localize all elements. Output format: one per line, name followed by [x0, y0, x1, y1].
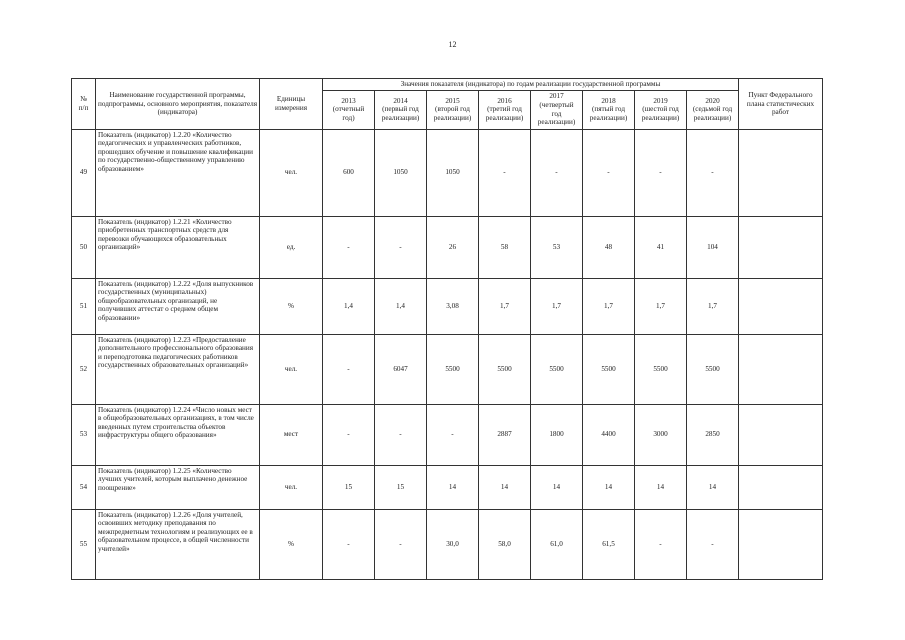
value-cell: -: [687, 129, 739, 216]
value-cell: 14: [479, 465, 531, 509]
value-cell: 41: [635, 216, 687, 278]
value-cell: 3,08: [427, 278, 479, 334]
header-year-2017: 2017 (четвертый год реализации): [531, 90, 583, 129]
unit-cell: чел.: [260, 465, 323, 509]
value-cell: 2887: [479, 404, 531, 465]
value-cell: 5500: [635, 334, 687, 404]
indicator-name: Показатель (индикатор) 1.2.23 «Предоставление дополнительного профессионального образования и переподготовка педагогических работников государственных образовательных организаций»: [96, 334, 260, 404]
value-cell: 6047: [375, 334, 427, 404]
value-cell: 61,5: [583, 509, 635, 579]
value-cell: 1,7: [687, 278, 739, 334]
header-year-2014: 2014 (первый год реализации): [375, 90, 427, 129]
value-cell: -: [583, 129, 635, 216]
header-year-2015: 2015 (второй год реализации): [427, 90, 479, 129]
value-cell: 1,4: [323, 278, 375, 334]
table-body: [72, 129, 823, 579]
value-cell: 58: [479, 216, 531, 278]
value-cell: 14: [427, 465, 479, 509]
value-cell: -: [375, 404, 427, 465]
row-num: 54: [72, 465, 96, 509]
value-cell: 15: [323, 465, 375, 509]
row-num: 49: [72, 129, 96, 216]
federal-plan-cell: [739, 509, 823, 579]
value-cell: 15: [375, 465, 427, 509]
unit-cell: чел.: [260, 334, 323, 404]
value-cell: 5500: [479, 334, 531, 404]
value-cell: 1,7: [635, 278, 687, 334]
value-cell: 2850: [687, 404, 739, 465]
value-cell: 600: [323, 129, 375, 216]
value-cell: 14: [687, 465, 739, 509]
indicator-name: Показатель (индикатор) 1.2.22 «Доля выпускников государственных (муниципальных) общеобразовательных организаций, не получивших аттестат о среднем общем образовании»: [96, 278, 260, 334]
table-row: [72, 278, 823, 334]
value-cell: 1,7: [531, 278, 583, 334]
federal-plan-cell: [739, 129, 823, 216]
value-cell: 1050: [427, 129, 479, 216]
value-cell: 104: [687, 216, 739, 278]
indicator-table: [71, 78, 823, 580]
indicator-name: Показатель (индикатор) 1.2.20 «Количество педагогических и управленческих работников, прошедших обучение и повышение квалификации по государственно-общественному управлению образованием»: [96, 129, 260, 216]
federal-plan-cell: [739, 216, 823, 278]
value-cell: -: [323, 334, 375, 404]
federal-plan-cell: [739, 278, 823, 334]
header-year-2019: 2019 (шестой год реализации): [635, 90, 687, 129]
value-cell: 48: [583, 216, 635, 278]
value-cell: -: [427, 404, 479, 465]
value-cell: -: [375, 216, 427, 278]
value-cell: -: [687, 509, 739, 579]
value-cell: 26: [427, 216, 479, 278]
table-row: [72, 129, 823, 216]
indicator-name: Показатель (индикатор) 1.2.21 «Количество приобретенных транспортных средств для перевозки обучающихся образовательных организаций»: [96, 216, 260, 278]
value-cell: 5500: [687, 334, 739, 404]
value-cell: 61,0: [531, 509, 583, 579]
value-cell: -: [635, 509, 687, 579]
page-number: 12: [448, 40, 457, 49]
value-cell: 3000: [635, 404, 687, 465]
table-row: [72, 465, 823, 509]
indicator-name: Показатель (индикатор) 1.2.24 «Число новых мест в общеобразовательных организациях, в том числе введенных путем строительства объектов инфраструктуры общего образования»: [96, 404, 260, 465]
value-cell: -: [635, 129, 687, 216]
row-num: 51: [72, 278, 96, 334]
value-cell: 30,0: [427, 509, 479, 579]
header-name: Наименование государственной программы, подпрограммы, основного мероприятия, показателя (индикатора): [96, 79, 260, 130]
unit-cell: %: [260, 278, 323, 334]
indicator-name: Показатель (индикатор) 1.2.26 «Доля учителей, освоивших методику преподавания по межпредметным технологиям и реализующих ее в образовательном процессе, в общей численности учителей»: [96, 509, 260, 579]
unit-cell: ед.: [260, 216, 323, 278]
unit-cell: %: [260, 509, 323, 579]
row-num: 55: [72, 509, 96, 579]
value-cell: -: [479, 129, 531, 216]
unit-cell: мест: [260, 404, 323, 465]
table-row: [72, 216, 823, 278]
unit-cell: чел.: [260, 129, 323, 216]
value-cell: -: [323, 404, 375, 465]
value-cell: 1,7: [479, 278, 531, 334]
value-cell: -: [531, 129, 583, 216]
federal-plan-cell: [739, 334, 823, 404]
row-num: 53: [72, 404, 96, 465]
header-federal-plan: Пункт Федерального плана статистических работ: [739, 79, 823, 130]
row-num: 50: [72, 216, 96, 278]
federal-plan-cell: [739, 465, 823, 509]
table-row: [72, 509, 823, 579]
table-row: [72, 334, 823, 404]
value-cell: 53: [531, 216, 583, 278]
value-cell: 5500: [583, 334, 635, 404]
row-num: 52: [72, 334, 96, 404]
header-year-2020: 2020 (седьмой год реализации): [687, 90, 739, 129]
header-num: № п/п: [72, 79, 96, 130]
value-cell: 14: [635, 465, 687, 509]
value-cell: 14: [531, 465, 583, 509]
federal-plan-cell: [739, 404, 823, 465]
value-cell: 1,7: [583, 278, 635, 334]
header-units: Единицы измерения: [260, 79, 323, 130]
indicator-name: Показатель (индикатор) 1.2.25 «Количество лучших учителей, которым выплачено денежное поощрение»: [96, 465, 260, 509]
value-cell: 5500: [427, 334, 479, 404]
value-cell: 1800: [531, 404, 583, 465]
header-year-2018: 2018 (пятый год реализации): [583, 90, 635, 129]
value-cell: 14: [583, 465, 635, 509]
value-cell: 5500: [531, 334, 583, 404]
value-cell: 58,0: [479, 509, 531, 579]
header-values-title: Значения показателя (индикатора) по годам реализации государственной программы: [323, 79, 739, 91]
table-row: [72, 404, 823, 465]
header-year-2016: 2016 (третий год реализации): [479, 90, 531, 129]
header-year-2013: 2013 (отчетный год): [323, 90, 375, 129]
value-cell: 1,4: [375, 278, 427, 334]
value-cell: 1050: [375, 129, 427, 216]
value-cell: -: [375, 509, 427, 579]
value-cell: -: [323, 509, 375, 579]
value-cell: 4400: [583, 404, 635, 465]
value-cell: -: [323, 216, 375, 278]
table-header: [72, 79, 823, 130]
